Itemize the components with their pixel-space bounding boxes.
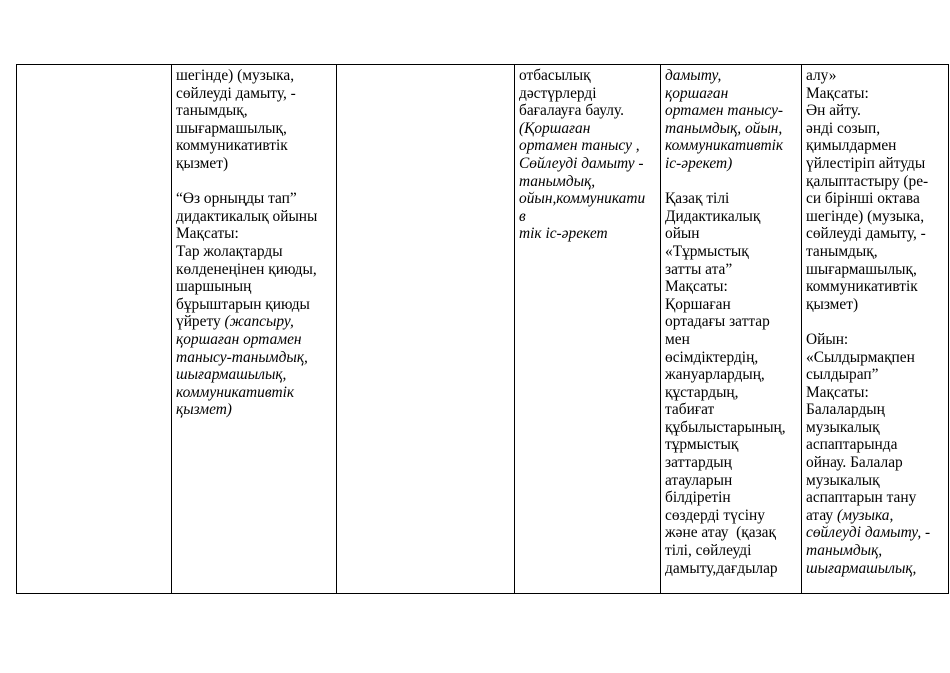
cell-line: құстардың, [665,383,739,401]
cell-line: шегінде) (музыка, [176,67,295,84]
cell-line: шығармашылық, [806,260,917,278]
cell-line: алу» [806,67,837,84]
cell-line-italic: танымдық, ойын, [665,119,783,137]
cell-line-italic: қызмет) [176,401,232,419]
cell-line: ойнау. Балалар [806,454,903,472]
cell-line-italic: шығармашылық, [176,366,287,384]
table-cell-col2 [172,65,337,594]
cell-line: қалыптастыру (ре- [806,172,929,190]
cell-line: өсімдіктердің, [665,348,759,366]
cell-line: коммуникативтік [176,137,288,155]
cell-line [176,313,332,331]
cell-line: құбылыстарының, [665,418,786,436]
cell-line: бағалауға баулу. [519,102,624,120]
cell-text-italic: (жапсыру, [224,313,294,331]
cell-line-italic: ойын,коммуникати [519,190,646,208]
cell-line: бұрыштарын қиюды [176,295,310,313]
cell-line: қимылдармен [806,137,897,155]
cell-line-italic: іс-әрекет) [665,154,733,172]
cell-line: шаршының [176,278,252,296]
cell-line: дәстүрлерді [519,84,597,102]
cell-gap [806,313,944,331]
cell-line: мен [665,330,690,348]
cell-line-italic: шығармашылық, [806,559,917,577]
table-cell-empty-3 [337,65,515,594]
cell-line: аспаптарында [806,436,898,454]
cell-line: Ән айту. [806,102,861,120]
cell-line [806,507,944,525]
cell-line-italic: ортамен танысу- [665,102,784,120]
cell-line: Ойын: [806,330,849,348]
cell-line: сөйлеуді дамыту, - [176,84,296,102]
cell-line-italic: қоршаған ортамен [176,330,302,348]
cell-line: сылдырап” [806,366,879,384]
cell-line-italic: коммуникативтік [665,137,784,155]
cell-line: музыкалық [806,471,880,489]
cell-line: си бірінші октава [806,190,920,208]
cell-line: көлденеңінен қиюды, [176,260,317,278]
cell-line: аспаптарын тану [806,489,917,507]
cell-line-italic: танысу-танымдық, [176,348,308,366]
table-cell-empty-1 [17,65,172,594]
cell-gap [176,173,332,191]
cell-line: дамыту,дағдылар [665,559,778,577]
table-cell-col6 [802,65,949,594]
cell-line: музыкалық [806,418,880,436]
cell-line: шығармашылық, [176,119,287,137]
cell-line: коммуникативтік [806,278,918,296]
cell-line-italic: сөйлеуді дамыту, - [806,524,931,542]
cell-line: дидактикалық ойыны [176,207,318,225]
cell-line: Дидактикалық [665,207,761,225]
cell-line-italic: Сөйлеуді дамыту - [519,154,644,172]
cell-line: сөйлеуді дамыту, - [806,225,926,243]
cell-line-italic: в [519,207,526,225]
cell-line: білдіретін [665,489,731,507]
cell-line: Мақсаты: [806,84,869,102]
cell-text: үйрету [176,313,225,331]
cell-line: Мақсаты: [665,278,728,296]
cell-line-italic: қоршаған [665,84,729,102]
cell-line-italic: коммуникативтік [176,383,295,401]
cell-line: Балалардың [806,401,885,419]
cell-line-italic: танымдық, [519,172,596,190]
cell-line: шегінде) (музыка, [806,207,925,225]
cell-line: ойын [665,225,700,243]
cell-gap [665,173,797,191]
cell-line: Қазақ тілі [665,190,730,208]
cell-line: әнді созып, [806,119,881,137]
cell-text: атау [806,506,837,524]
cell-line: қызмет) [806,295,859,313]
cell-line-italic: тік іс-әрекет [519,225,608,243]
cell-line: «Тұрмыстық [665,242,749,260]
cell-line-italic: танымдық, [806,542,883,560]
cell-line-italic: ортамен танысу , [519,137,640,155]
cell-line: тұрмыстық [665,436,739,454]
cell-line: “Өз орныңды тап” [176,190,297,208]
cell-text-italic: (музыка, [836,506,894,524]
table-cell-col4 [515,65,661,594]
cell-line: заттардың [665,454,732,472]
cell-line: танымдық, [806,242,878,260]
cell-line: Мақсаты: [806,383,869,401]
cell-line: Мақсаты: [176,225,239,243]
table-row [17,65,949,594]
cell-line-italic: (Қоршаған [519,119,591,137]
cell-line: «Сылдырмақпен [806,348,915,366]
cell-line: Тар жолақтарды [176,242,283,260]
cell-line: затты ата” [665,260,733,278]
cell-line: танымдық, [176,102,248,120]
cell-line: үйлестіріп айтуды [806,154,926,172]
table-cell-col5 [661,65,802,594]
cell-line: сөздерді түсіну [665,506,765,524]
cell-line-italic: дамыту, [665,67,722,84]
cell-line: жануарлардың, [665,366,765,384]
cell-line: Қоршаған [665,295,731,313]
cell-line: және атау (қазақ [665,524,776,542]
cell-line: ортадағы заттар [665,313,770,331]
plan-table [16,64,949,594]
cell-line: отбасылық [519,67,591,84]
cell-line: атауларын [665,471,733,489]
cell-line: қызмет) [176,154,229,172]
cell-line: табиғат [665,401,715,419]
cell-line: тілі, сөйлеуді [665,542,752,560]
